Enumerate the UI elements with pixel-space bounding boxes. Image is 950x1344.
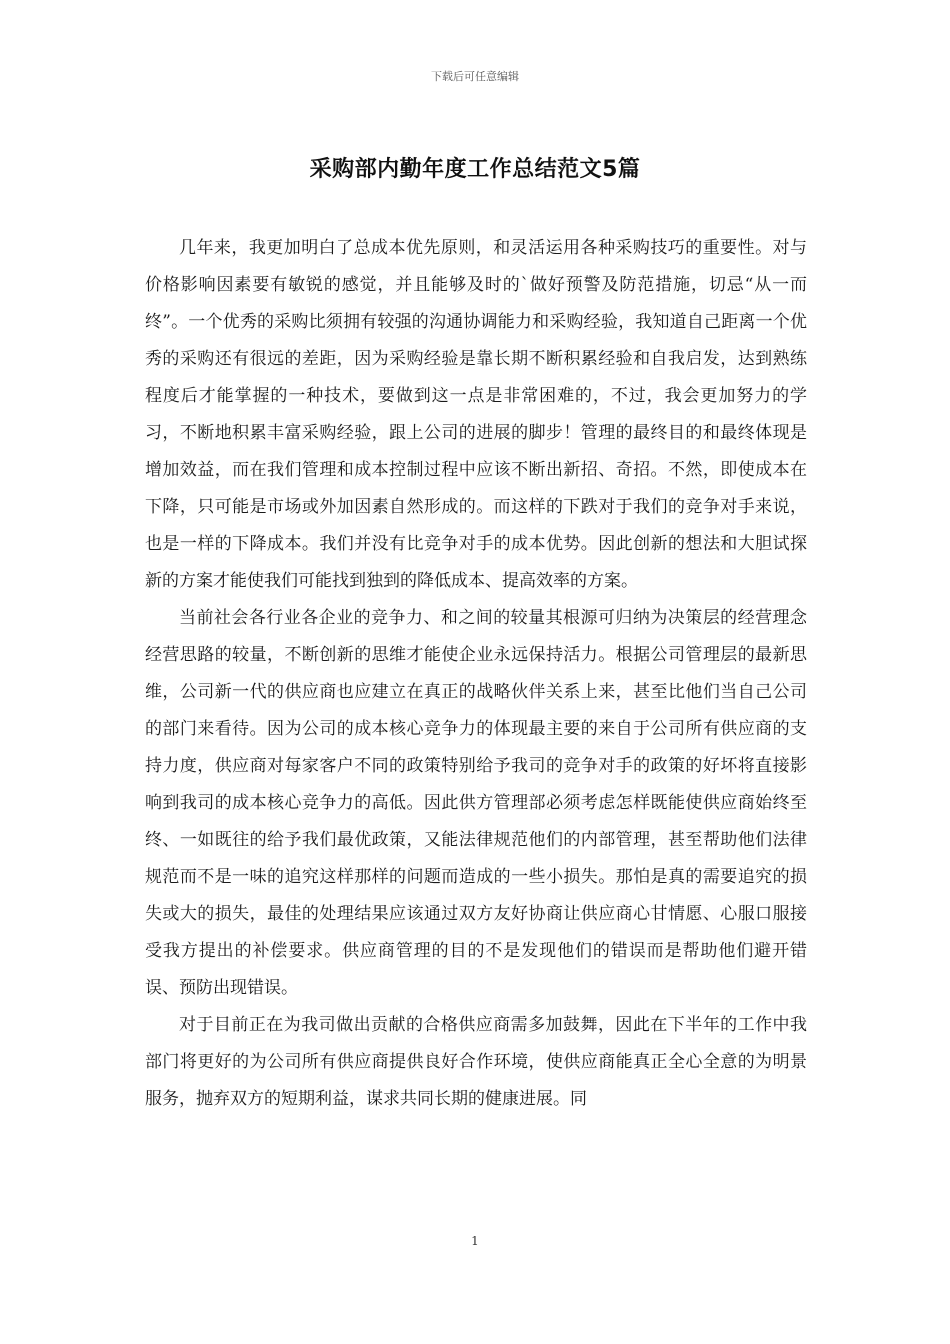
paragraph-1: 几年来，我更加明白了总成本优先原则，和灵活运用各种采购技巧的重要性。对与价格影响因素要有敏锐的感觉，并且能够及时的`做好预警及防范措施，切忌“从一而终”。一个优秀的采购比须拥有较强的沟通协调能力和采购经验，我知道自己距离一个优秀的采购还有很远的差距，因为采购经验是靠长期不断积累经验和自我启发，达到熟练程度后才能掌握的一种技术，要做到这一点是非常困难的，不过，我会更加努力的学习，不断地积累丰富采购经验，跟上公司的进展的脚步！管理的最终目的和最终体现是增加效益，而在我们管理和成本控制过程中应该不断出新招、奇招。不然，即使成本在下降，只可能是市场或外加因素自然形成的。而这样的下跌对于我们的竞争对手来说，也是一样的下降成本。我们并没有比竞争对手的成本优势。因此创新的想法和大胆试探新的方案才能使我们可能找到独到的降低成本、提高效率的方案。 <box>145 238 807 591</box>
page-number: 1 <box>471 1234 479 1248</box>
document-title: 采购部内勤年度工作总结范文5篇 <box>309 157 641 182</box>
document-body <box>145 230 807 1118</box>
paragraph-3: 对于目前正在为我司做出贡献的合格供应商需多加鼓舞，因此在下半年的工作中我部门将更好的为公司所有供应商提供良好合作环境，使供应商能真正全心全意的为明景服务，抛弃双方的短期利益，谋求共同长期的健康进展。同 <box>145 1015 807 1109</box>
header-note: 下载后可任意编辑 <box>431 70 519 83</box>
paragraph-2: 当前社会各行业各企业的竞争力、和之间的较量其根源可归纳为决策层的经营理念经营思路的较量，不断创新的思维才能使企业永远保持活力。根据公司管理层的最新思维，公司新一代的供应商也应建立在真正的战略伙伴关系上来，甚至比他们当自己公司的部门来看待。因为公司的成本核心竞争力的体现最主要的来自于公司所有供应商的支持力度，供应商对每家客户不同的政策特别给予我司的竞争对手的政策的好坏将直接影响到我司的成本核心竞争力的高低。因此供方管理部必须考虑怎样既能使供应商始终至终、一如既往的给予我们最优政策，又能法律规范他们的内部管理，甚至帮助他们法律规范而不是一味的追究这样那样的问题而造成的一些小损失。那怕是真的需要追究的损失或大的损失，最佳的处理结果应该通过双方友好协商让供应商心甘情愿、心服口服接受我方提出的补偿要求。供应商管理的目的不是发现他们的错误而是帮助他们避开错误、预防出现错误。 <box>145 608 807 998</box>
